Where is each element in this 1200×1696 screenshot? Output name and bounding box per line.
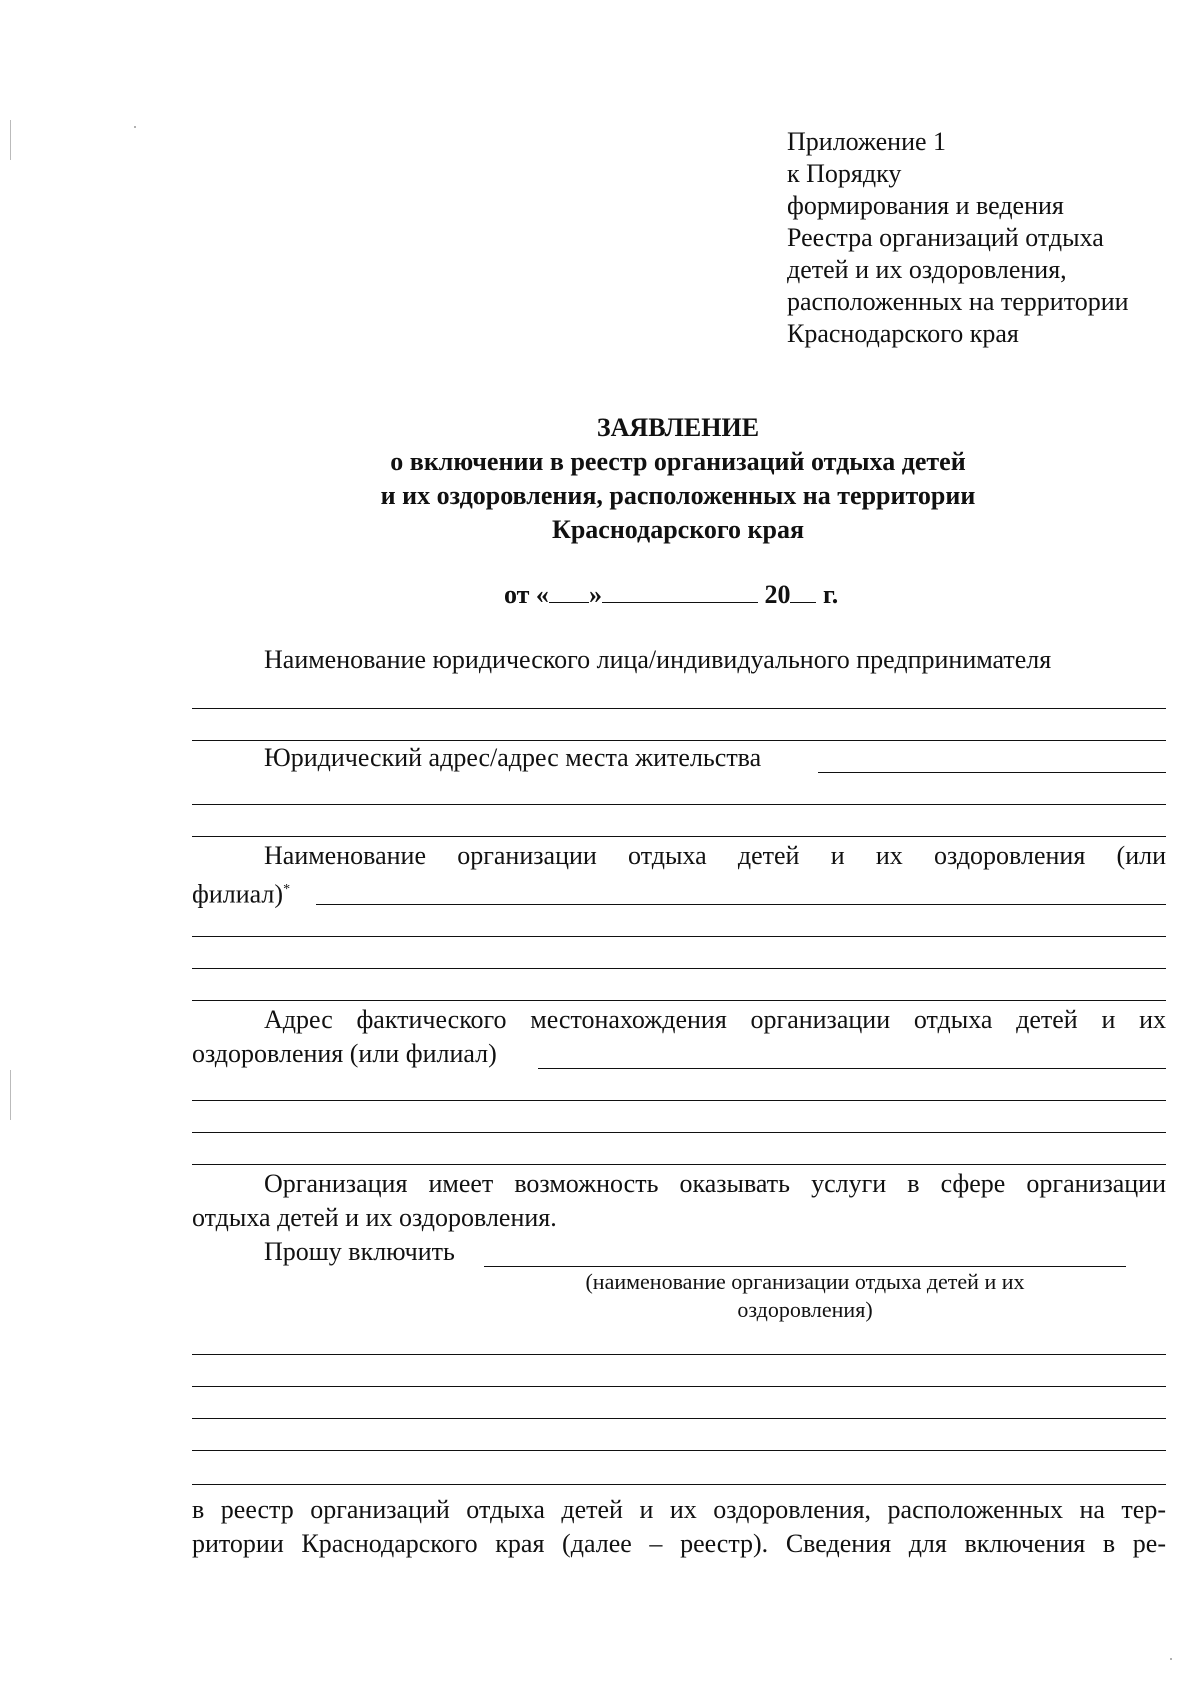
actual-address-field[interactable] bbox=[192, 1164, 1166, 1165]
request-field[interactable] bbox=[192, 1386, 1166, 1387]
approval-line: Приложение 1 bbox=[787, 127, 947, 156]
approval-block bbox=[787, 126, 1129, 350]
closing-line2: ритории Краснодарского края (далее – реестр). Сведения для включения в ре- bbox=[192, 1529, 1166, 1558]
approval-line: Краснодарского края bbox=[787, 319, 1019, 348]
date-line bbox=[504, 578, 838, 611]
address-label: Юридический адрес/адрес места жительства bbox=[264, 743, 762, 772]
org-name-field[interactable] bbox=[192, 968, 1166, 969]
address-field[interactable] bbox=[818, 772, 1166, 773]
legal-name-field[interactable] bbox=[192, 708, 1166, 709]
approval-line: детей и их оздоровления, bbox=[787, 255, 1067, 284]
year-field[interactable] bbox=[790, 578, 816, 603]
date-suffix: г. bbox=[822, 580, 839, 609]
request-label: Прошу включить bbox=[264, 1237, 455, 1266]
statement-line1: Организация имеет возможность оказывать услуги в сфере организации bbox=[264, 1169, 1166, 1198]
request-caption: оздоровления) bbox=[737, 1297, 873, 1322]
approval-line: к Порядку bbox=[787, 159, 902, 188]
scan-speck bbox=[134, 126, 136, 128]
actual-address-label-line2: оздоровления (или филиал) bbox=[192, 1039, 497, 1068]
org-name-field[interactable] bbox=[192, 1000, 1166, 1001]
org-name-label-line1: Наименование организации отдыха детей и их оздоровления (или bbox=[264, 841, 1166, 870]
request-field[interactable] bbox=[192, 1354, 1166, 1355]
scan-edge-mark bbox=[10, 1070, 11, 1120]
request-field[interactable] bbox=[484, 1266, 1126, 1267]
actual-address-field[interactable] bbox=[538, 1068, 1166, 1069]
day-field[interactable] bbox=[549, 578, 589, 603]
month-field[interactable] bbox=[602, 578, 758, 603]
legal-name-field[interactable] bbox=[192, 740, 1166, 741]
scan-edge-mark bbox=[10, 120, 11, 160]
document-heading: ЗАЯВЛЕНИЕ bbox=[596, 413, 760, 442]
org-name-field[interactable] bbox=[316, 904, 1166, 905]
approval-line: формирования и ведения bbox=[787, 191, 1064, 220]
statement-line2: отдыха детей и их оздоровления. bbox=[192, 1203, 557, 1232]
request-field[interactable] bbox=[192, 1484, 1166, 1485]
org-name-field[interactable] bbox=[192, 936, 1166, 937]
actual-address-field[interactable] bbox=[192, 1100, 1166, 1101]
request-field[interactable] bbox=[192, 1418, 1166, 1419]
date-year: 20 bbox=[764, 580, 791, 609]
approval-line: расположенных на территории bbox=[787, 287, 1129, 316]
date-prefix: от « bbox=[504, 580, 549, 609]
actual-address-field[interactable] bbox=[192, 1132, 1166, 1133]
actual-address-label-line1: Адрес фактического местонахождения организации отдыха детей и их bbox=[264, 1005, 1166, 1034]
request-field[interactable] bbox=[192, 1450, 1166, 1451]
date-mid: » bbox=[588, 580, 602, 609]
closing-line1: в реестр организаций отдыха детей и их оздоровления, расположенных на тер- bbox=[192, 1495, 1166, 1524]
title-line: о включении в реестр организаций отдыха детей bbox=[390, 447, 966, 476]
approval-line: Реестра организаций отдыха bbox=[787, 223, 1104, 252]
title-line: и их оздоровления, расположенных на территории bbox=[380, 481, 976, 510]
scan-speck bbox=[1170, 1658, 1172, 1660]
title-line: Краснодарского края bbox=[551, 515, 805, 544]
address-field[interactable] bbox=[192, 804, 1166, 805]
request-caption: (наименование организации отдыха детей и их bbox=[585, 1269, 1025, 1294]
footnote-mark: * bbox=[283, 882, 291, 897]
org-name-label-line2 bbox=[192, 874, 290, 911]
address-field[interactable] bbox=[192, 836, 1166, 837]
legal-name-label: Наименование юридического лица/индивидуального предпринимателя bbox=[264, 645, 1052, 674]
org-name-label: филиал) bbox=[192, 879, 284, 909]
